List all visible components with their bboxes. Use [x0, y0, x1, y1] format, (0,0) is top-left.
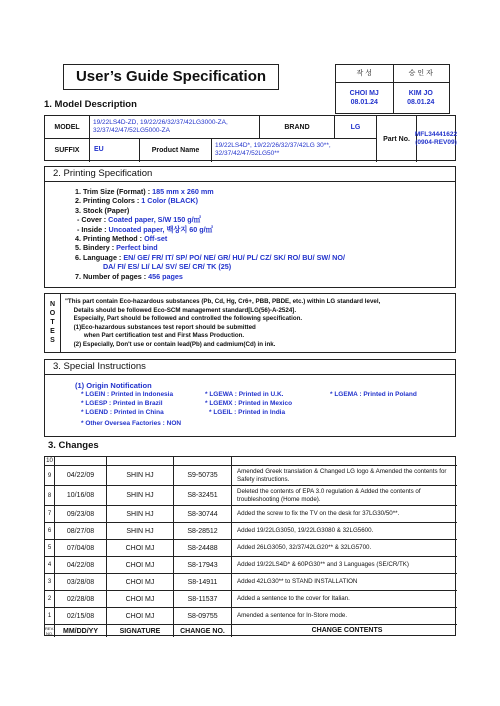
change-content: Deleted the contents of EPA 3.0 regulation & Added the contents of troubleshooting (Home mode). — [237, 488, 421, 503]
rev-badge: 8 — [45, 486, 55, 505]
origin-grid — [75, 390, 455, 420]
change-number: S8-32451 — [174, 486, 232, 505]
bindery-line: 5. Bindery : Perfect bind — [75, 243, 158, 253]
table-row — [45, 557, 457, 574]
origin-lgesp: * LGESP : Printed in Brazil — [81, 400, 163, 407]
part-no-label: Part No. — [377, 116, 417, 162]
part-no-value: MFL34441622 (0904-REV09) — [414, 131, 458, 146]
rev-badge: 2 — [45, 591, 55, 607]
rev-badge: 5 — [45, 540, 55, 556]
language-line-1: 6. Language : EN/ GE/ FR/ IT/ SP/ PO/ NE/ GR/ HU/ PL/ CZ/ SK/ RO/ BU/ SW/ NO/ — [75, 252, 345, 262]
printing-section-heading: 2. Printing Specification — [44, 166, 456, 182]
change-date: 02/28/08 — [55, 591, 107, 607]
printing-method-line: 4. Printing Method : Off-set — [75, 234, 168, 244]
page-title: User’s Guide Specification — [63, 64, 279, 90]
change-date: 04/22/08 — [55, 557, 107, 573]
change-date: 04/22/09 — [55, 466, 107, 485]
change-date: 07/04/08 — [55, 540, 107, 556]
change-content: Added 19/22LG3050, 19/22LG3080 & 32LG5600. — [237, 527, 374, 535]
printing-colors-line: 2. Printing Colors : 1 Color (BLACK) — [75, 196, 198, 206]
rev-badge: 4 — [45, 557, 55, 573]
approval-col1-head: 작 성 — [336, 65, 393, 83]
change-date: 02/15/08 — [55, 608, 107, 624]
origin-lgend: * LGEND : Printed in China — [81, 409, 164, 416]
approval-col1-date: 08.01.24 — [350, 99, 378, 106]
brand-label: BRAND — [260, 116, 335, 139]
approval-col2-head: 승 인 자 — [393, 65, 450, 83]
changes-section-heading: 3. Changes — [48, 440, 99, 451]
change-signature: CHOI MJ — [107, 557, 174, 573]
table-header-row — [45, 625, 457, 637]
approval-col1 — [336, 83, 393, 115]
notes-content: "This part contain Eco-hazardous substances (Pb, Cd, Hg, Cr6+, PBB, PBDE, etc.) within LG standard level, Details should be followed Eco-SCM management standard[LG(56)-A-2524]. Especially, Part should be followed and controlled the following specification. (1)Eco-hazardous substances test report should be submitted when Part certification test and First Mass Production. (2) Especially, Don't use or contain lead(Pb) and cadmium(Cd) in ink. — [65, 298, 381, 348]
approval-box — [335, 64, 450, 114]
notes-box — [44, 293, 456, 353]
change-number: S8-09755 — [174, 608, 232, 624]
change-number: S8-17943 — [174, 557, 232, 573]
product-name-label: Product Name — [140, 139, 212, 162]
change-signature: CHOI MJ — [107, 608, 174, 624]
change-date: 09/23/08 — [55, 506, 107, 522]
notes-side-label: N O T E S — [45, 294, 61, 352]
change-content: Added a sentence to the cover for Italian. — [237, 595, 350, 603]
origin-lgeil: * LGEIL : Printed in India — [209, 409, 286, 416]
col-rev-no: REV. NO. — [45, 626, 54, 636]
change-content: Added 42LG30** to STAND INSTALLATION — [237, 578, 358, 586]
origin-notification-title: (1) Origin Notification — [75, 381, 152, 390]
change-signature: CHOI MJ — [107, 591, 174, 607]
model-label: MODEL — [45, 116, 90, 139]
rev-badge: 7 — [45, 506, 55, 522]
other-factories: * Other Oversea Factories : NON — [81, 420, 182, 427]
col-change-contents: CHANGE CONTENTS — [311, 627, 383, 635]
table-row — [45, 506, 457, 523]
table-row — [45, 457, 457, 466]
table-row — [45, 608, 457, 625]
rev-badge: 1 — [45, 608, 55, 624]
change-date: 10/16/08 — [55, 486, 107, 505]
change-content: Amended a sentence for In-Store mode. — [237, 612, 348, 620]
change-content: Amended Greek translation & Changed LG logo & Amended the contents for Safety instructions. — [237, 468, 447, 483]
origin-lgewa: * LGEWA : Printed in U.K. — [205, 391, 284, 398]
change-signature: SHIN HJ — [107, 466, 174, 485]
change-content: Added 19/22LS4D* & 60PG30** and 3 Languages (SE/CR/TK) — [237, 561, 409, 569]
rev-badge: 6 — [45, 523, 55, 539]
trim-size-line: 1. Trim Size (Format) : 185 mm x 260 mm — [75, 187, 214, 196]
rev-badge: 3 — [45, 574, 55, 590]
change-number: S8-30744 — [174, 506, 232, 522]
change-signature: CHOI MJ — [107, 540, 174, 556]
change-signature: SHIN HJ — [107, 506, 174, 522]
approval-col2-date: 08.01.24 — [407, 99, 435, 106]
inside-stock-line: - Inside : Uncoated paper, 백상지 60 g/㎡ — [75, 224, 213, 234]
pages-line: 7. Number of pages : 456 pages — [75, 271, 183, 281]
language-line-2: DA/ FI/ ES/ LI/ LA/ SV/ SE/ CR/ TK (25) — [75, 262, 232, 272]
model-section-heading: 1. Model Description — [44, 99, 137, 110]
cover-stock-line: - Cover : Coated paper, S/W 150 g/㎡ — [75, 215, 201, 225]
col-date: MM/DD/YY — [55, 625, 107, 637]
change-number: S8-14911 — [174, 574, 232, 590]
product-name-value: 19/22LS4D*, 19/22/26/32/37/42LG 30**, 32/37/42/47/52LG50** — [212, 139, 377, 162]
rev-badge: 9 — [45, 466, 55, 485]
rev-badge: 10 — [45, 457, 55, 465]
table-row — [45, 466, 457, 486]
change-signature: SHIN HJ — [107, 523, 174, 539]
origin-lgein: * LGEIN : Printed in Indonesia — [81, 391, 174, 398]
special-section-body — [44, 375, 456, 437]
approval-col2-name: KIM JO — [408, 90, 433, 97]
change-date: 03/28/08 — [55, 574, 107, 590]
change-signature: CHOI MJ — [107, 574, 174, 590]
change-content: Added 26LG3050, 32/37/42LG20** & 32LG5700. — [237, 544, 372, 552]
stock-line: 3. Stock (Paper) — [75, 205, 130, 215]
brand-value: LG — [335, 116, 377, 139]
change-number: S8-28512 — [174, 523, 232, 539]
changes-table — [44, 456, 456, 636]
model-table — [44, 115, 456, 161]
origin-lgemx: * LGEMX : Printed in Mexico — [205, 400, 293, 407]
approval-col2 — [393, 83, 450, 115]
change-content: Added the screw to fix the TV on the desk for 37LG30/50**. — [237, 510, 400, 518]
model-value: 19/22LS4D-ZD, 19/22/26/32/37/42LG3000-ZA, 32/37/42/47/52LG5000-ZA — [90, 116, 260, 139]
change-number: S8-24488 — [174, 540, 232, 556]
table-row — [45, 591, 457, 608]
table-row — [45, 523, 457, 540]
approval-col1-name: CHOI MJ — [349, 90, 379, 97]
special-section-heading: 3. Special Instructions — [44, 359, 456, 375]
col-change-no: CHANGE NO. — [174, 625, 232, 637]
table-row — [45, 486, 457, 506]
change-number: S8-11537 — [174, 591, 232, 607]
change-number: S9-50735 — [174, 466, 232, 485]
change-signature: SHIN HJ — [107, 486, 174, 505]
table-row — [45, 540, 457, 557]
table-row — [45, 574, 457, 591]
printing-section-body — [44, 182, 456, 288]
suffix-label: SUFFIX — [45, 139, 90, 162]
suffix-value: EU — [90, 139, 140, 162]
origin-lgema: * LGEMA : Printed in Poland — [330, 391, 417, 398]
change-date: 08/27/08 — [55, 523, 107, 539]
col-signature: SIGNATURE — [107, 625, 174, 637]
